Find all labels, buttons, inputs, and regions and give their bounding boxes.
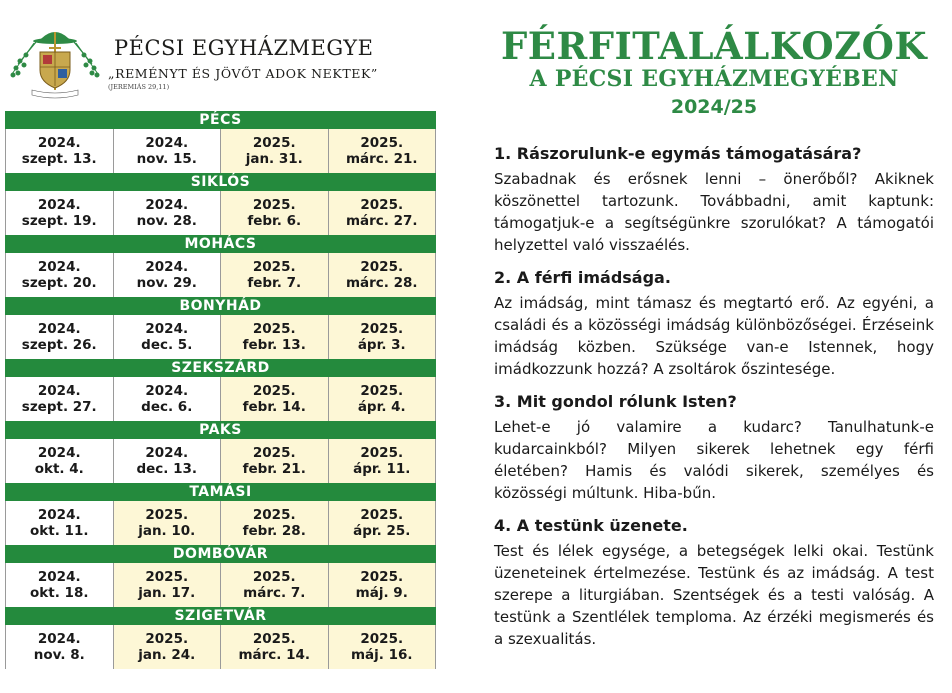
date-day: jan. 10. (138, 523, 196, 539)
date-year: 2024. (145, 135, 189, 151)
town-header: DOMBÓVÁR (5, 545, 436, 563)
date-day: márc. 21. (345, 151, 418, 167)
date-day: márc. 28. (345, 275, 418, 291)
date-cell (114, 377, 222, 421)
date-cell (329, 439, 437, 483)
date-day: szept. 13. (21, 151, 97, 167)
date-cell (221, 625, 329, 669)
topic-item (494, 391, 934, 504)
date-day: dec. 6. (141, 399, 193, 415)
date-cell (6, 315, 114, 359)
date-year: 2024. (37, 135, 81, 151)
date-row (5, 439, 436, 483)
date-day: márc. 27. (345, 213, 418, 229)
date-cell (221, 191, 329, 235)
date-year: 2025. (360, 383, 404, 399)
date-day: okt. 11. (30, 523, 89, 539)
date-year: 2024. (37, 631, 81, 647)
date-day: máj. 16. (350, 647, 413, 663)
date-day: febr. 6. (247, 213, 302, 229)
date-year: 2025. (360, 569, 404, 585)
date-year: 2024. (145, 383, 189, 399)
date-day: dec. 13. (136, 461, 198, 477)
date-day: márc. 14. (238, 647, 311, 663)
topic-heading: 3. Mit gondol rólunk Isten? (494, 392, 737, 411)
date-day: máj. 9. (355, 585, 408, 601)
town-header: PAKS (5, 421, 436, 439)
date-day: nov. 29. (136, 275, 197, 291)
date-day: szept. 19. (21, 213, 97, 229)
date-year: 2025. (252, 631, 296, 647)
date-cell (6, 625, 114, 669)
date-day: okt. 4. (34, 461, 84, 477)
date-year: 2024. (37, 259, 81, 275)
date-day: szept. 27. (21, 399, 97, 415)
date-cell (221, 563, 329, 607)
date-cell (221, 129, 329, 173)
date-cell (329, 253, 437, 297)
topic-body: Szabadnak és erősnek lenni – önerőből? Akiknek köszönettel tartozunk. Továbbadni, amit kaptunk: támogatjuk-e a segítségünkre szorulókat? A támogatói helyzettel való visszaélés. (494, 170, 934, 254)
date-row (5, 315, 436, 359)
date-day: febr. 14. (242, 399, 306, 415)
date-row (5, 625, 436, 669)
date-day: szept. 26. (21, 337, 97, 353)
date-day: jan. 31. (245, 151, 303, 167)
date-cell (6, 563, 114, 607)
date-year: 2025. (360, 445, 404, 461)
date-cell (114, 191, 222, 235)
motto: „REMÉNYT ÉS JÖVŐT ADOK NEKTEK” (108, 66, 378, 81)
date-cell (6, 501, 114, 545)
date-day: ápr. 11. (353, 461, 411, 477)
date-day: okt. 18. (30, 585, 89, 601)
topic-body: Lehet-e jó valamire a kudarc? Tanulhatunk-e kudarcainkból? Milyen sikerek lehetnek egy férfi életében? Hamis és valódi sikerek, személyes és közösségi múltunk. Hiba-bűn. (494, 418, 934, 502)
date-cell (221, 315, 329, 359)
town-header: SIKLÓS (5, 173, 436, 191)
date-year: 2025. (252, 135, 296, 151)
date-year: 2025. (252, 445, 296, 461)
date-year: 2024. (37, 197, 81, 213)
page-subtitle: A PÉCSI EGYHÁZMEGYÉBEN (529, 66, 899, 92)
date-day: febr. 21. (242, 461, 306, 477)
town-header: MOHÁCS (5, 235, 436, 253)
season-label: 2024/25 (670, 96, 758, 118)
date-row (5, 129, 436, 173)
date-cell (329, 129, 437, 173)
date-year: 2025. (252, 383, 296, 399)
date-cell (221, 501, 329, 545)
date-day: nov. 8. (33, 647, 85, 663)
date-year: 2025. (145, 569, 189, 585)
date-year: 2024. (145, 259, 189, 275)
date-day: ápr. 3. (357, 337, 406, 353)
motto-reference: (JEREMIÁS 29,11) (108, 83, 170, 91)
topic-heading: 4. A testünk üzenete. (494, 516, 688, 535)
date-cell (114, 439, 222, 483)
date-year: 2024. (37, 383, 81, 399)
date-cell (329, 315, 437, 359)
date-cell (6, 253, 114, 297)
date-row (5, 563, 436, 607)
date-year: 2025. (360, 259, 404, 275)
date-year: 2025. (145, 507, 189, 523)
date-year: 2025. (360, 321, 404, 337)
meeting-schedule-table (5, 111, 436, 669)
date-row (5, 191, 436, 235)
date-year: 2024. (37, 569, 81, 585)
date-cell (329, 501, 437, 545)
date-row (5, 501, 436, 545)
date-day: jan. 24. (138, 647, 196, 663)
date-row (5, 253, 436, 297)
date-cell (329, 563, 437, 607)
diocese-header (4, 24, 438, 104)
date-day: febr. 13. (242, 337, 306, 353)
date-cell (329, 377, 437, 421)
topic-heading: 1. Rászorulunk-e egymás támogatására? (494, 144, 862, 163)
date-year: 2025. (252, 259, 296, 275)
date-cell (221, 439, 329, 483)
date-cell (114, 625, 222, 669)
town-header: SZEKSZÁRD (5, 359, 436, 377)
date-day: nov. 28. (136, 213, 197, 229)
date-cell (114, 315, 222, 359)
date-year: 2024. (145, 197, 189, 213)
town-header: TAMÁSI (5, 483, 436, 501)
date-cell (329, 625, 437, 669)
diocese-coat-of-arms-icon (4, 24, 106, 102)
date-cell (114, 129, 222, 173)
date-year: 2025. (360, 507, 404, 523)
topic-body: Test és lélek egysége, a betegségek lelki okai. Testünk üzeneteinek értelmezése. Testünk és az imádság. A test szerepe a liturgiában. Szentségek és a testi valóság. A testünk a Szentlélek temploma. Az érzéki megismerés és a szexualitás. (494, 542, 934, 648)
date-day: dec. 5. (141, 337, 193, 353)
date-row (5, 377, 436, 421)
topic-body: Az imádság, mint támasz és megtartó erő. Az egyéni, a családi és a közösségi imádság különbözőségei. Érzéseink imádság közben. Szüksége van-e Istennek, hogy imádkozzunk hozzá? A zsoltárok őszintesége. (494, 294, 934, 378)
town-header: SZIGETVÁR (5, 607, 436, 625)
date-year: 2025. (252, 321, 296, 337)
date-day: ápr. 25. (353, 523, 411, 539)
date-year: 2024. (145, 445, 189, 461)
date-day: jan. 17. (138, 585, 196, 601)
page-title: FÉRFITALÁLKOZÓK (500, 24, 928, 68)
date-cell (221, 253, 329, 297)
date-year: 2025. (252, 507, 296, 523)
date-year: 2024. (37, 321, 81, 337)
date-cell (329, 191, 437, 235)
date-year: 2025. (252, 569, 296, 585)
date-cell (6, 129, 114, 173)
topic-heading: 2. A férfi imádsága. (494, 268, 671, 287)
topic-item (494, 143, 934, 256)
date-year: 2025. (360, 631, 404, 647)
topic-item (494, 267, 934, 380)
date-day: ápr. 4. (357, 399, 406, 415)
date-cell (114, 563, 222, 607)
topic-list (494, 143, 934, 650)
program-column (494, 26, 934, 661)
date-cell (6, 377, 114, 421)
date-year: 2024. (145, 321, 189, 337)
town-header: BONYHÁD (5, 297, 436, 315)
date-day: febr. 7. (247, 275, 302, 291)
date-day: szept. 20. (21, 275, 97, 291)
date-year: 2025. (145, 631, 189, 647)
date-cell (6, 191, 114, 235)
date-cell (6, 439, 114, 483)
date-year: 2025. (252, 197, 296, 213)
topic-item (494, 515, 934, 650)
date-year: 2024. (37, 445, 81, 461)
date-year: 2024. (37, 507, 81, 523)
date-cell (114, 253, 222, 297)
diocese-name: PÉCSI EGYHÁZMEGYE (114, 36, 374, 60)
date-day: febr. 28. (242, 523, 306, 539)
date-year: 2025. (360, 135, 404, 151)
date-cell (114, 501, 222, 545)
date-day: márc. 7. (243, 585, 306, 601)
date-cell (221, 377, 329, 421)
date-day: nov. 15. (136, 151, 197, 167)
date-year: 2025. (360, 197, 404, 213)
town-header: PÉCS (5, 111, 436, 129)
